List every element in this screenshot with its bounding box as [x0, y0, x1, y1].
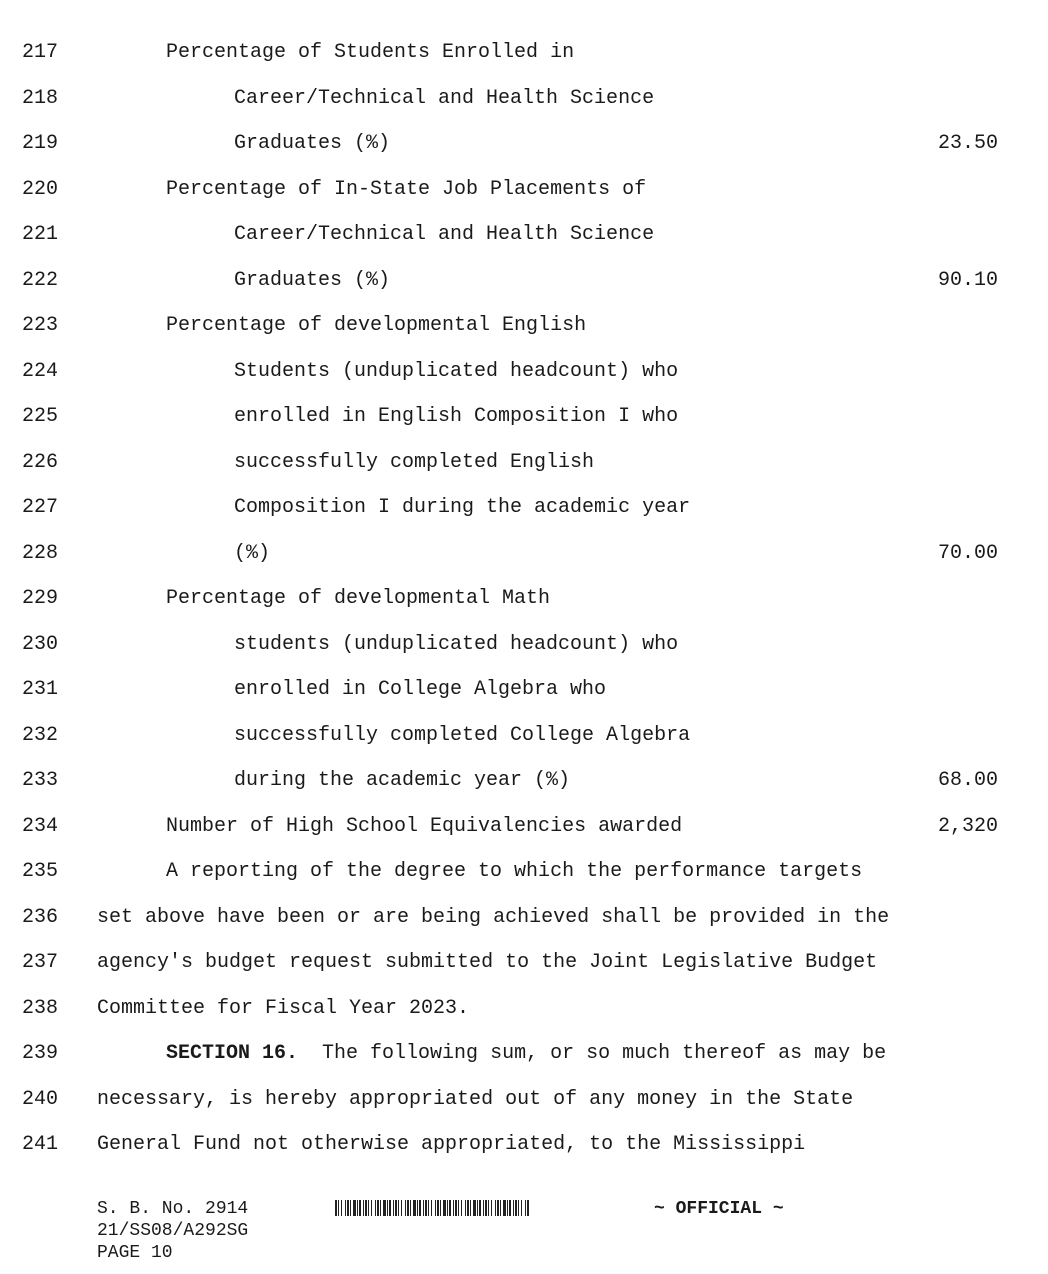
line-number: 233: [22, 769, 59, 792]
target-value: 90.10: [937, 268, 998, 292]
barcode-icon: [335, 1200, 529, 1216]
section-heading: SECTION 16.: [166, 1042, 299, 1065]
line-number: 221: [22, 223, 59, 246]
document-line: [0, 38, 1048, 68]
document-line: [0, 766, 1048, 796]
document-line: [0, 448, 1048, 478]
line-text: Graduates (%): [234, 132, 391, 155]
document-line: [0, 493, 1048, 523]
page-footer: [97, 1198, 997, 1268]
line-text: [166, 1039, 886, 1069]
line-number: 228: [22, 541, 59, 565]
line-text: A reporting of the degree to which the performance targets: [166, 860, 863, 883]
document-line: [0, 220, 1048, 250]
line-text: enrolled in College Algebra who: [234, 678, 607, 701]
line-number: 222: [22, 268, 59, 292]
line-number: 239: [22, 1042, 59, 1065]
line-text: agency's budget request submitted to the Joint Legislative Budget: [97, 951, 878, 974]
line-number: 229: [22, 587, 59, 610]
document-line: [0, 311, 1048, 341]
line-number: 235: [22, 860, 59, 883]
target-value: 23.50: [937, 132, 998, 155]
line-text: Percentage of Students Enrolled in: [166, 41, 575, 64]
line-number: 227: [22, 496, 59, 519]
line-text: Number of High School Equivalencies awarded: [166, 814, 683, 838]
document-line: [0, 584, 1048, 614]
line-number: 238: [22, 996, 59, 1020]
document-line: [0, 721, 1048, 751]
line-text: students (unduplicated headcount) who: [234, 632, 679, 656]
line-number: 236: [22, 905, 59, 929]
line-number: 219: [22, 132, 59, 155]
line-number: 218: [22, 86, 59, 110]
document-line: [0, 675, 1048, 705]
target-value: 70.00: [937, 541, 998, 565]
document-line: [0, 175, 1048, 205]
document-line: [0, 129, 1048, 159]
line-number: 226: [22, 450, 59, 474]
line-text: set above have been or are being achieved shall be provided in the: [97, 905, 890, 929]
line-number: 232: [22, 723, 59, 747]
line-text: Committee for Fiscal Year 2023.: [97, 996, 470, 1020]
document-line: [0, 948, 1048, 978]
line-number: 230: [22, 632, 59, 656]
target-value: 2,320: [937, 814, 998, 838]
line-text: successfully completed College Algebra: [234, 723, 691, 747]
line-text: Career/Technical and Health Science: [234, 223, 655, 246]
document-line: [0, 402, 1048, 432]
document-line: [0, 357, 1048, 387]
line-number: 225: [22, 405, 59, 428]
line-number: 234: [22, 814, 59, 838]
bill-number: S. B. No. 2914: [97, 1199, 249, 1219]
bill-code: 21/SS08/A292SG: [97, 1221, 249, 1241]
line-text: necessary, is hereby appropriated out of any money in the State: [97, 1087, 854, 1111]
line-text: during the academic year (%): [234, 769, 571, 792]
line-number: 241: [22, 1133, 59, 1156]
line-text-rest: The following sum, or so much thereof as may be: [298, 1042, 887, 1065]
line-text: Percentage of developmental English: [166, 314, 587, 337]
document-line: [0, 1085, 1048, 1115]
line-text: successfully completed English: [234, 450, 595, 474]
document-line: [0, 84, 1048, 114]
line-number: 240: [22, 1087, 59, 1111]
document-line: [0, 994, 1048, 1024]
official-label: ~ OFFICIAL ~: [654, 1199, 784, 1219]
document-line: [0, 539, 1048, 569]
line-text: Percentage of developmental Math: [166, 587, 551, 610]
line-text: (%): [234, 541, 271, 565]
document-line: [0, 1039, 1048, 1069]
line-text: Percentage of In-State Job Placements of: [166, 177, 647, 201]
line-number: 223: [22, 314, 59, 337]
line-number: 224: [22, 359, 59, 383]
line-number: 231: [22, 678, 59, 701]
document-line: [0, 812, 1048, 842]
line-number: 237: [22, 951, 59, 974]
line-text: enrolled in English Composition I who: [234, 405, 679, 428]
document-line: [0, 1130, 1048, 1160]
document-line: [0, 630, 1048, 660]
line-text: Career/Technical and Health Science: [234, 86, 655, 110]
line-text: General Fund not otherwise appropriated, to the Mississippi: [97, 1133, 806, 1156]
line-text: Students (unduplicated headcount) who: [234, 359, 679, 383]
page-number: PAGE 10: [97, 1243, 173, 1263]
document-line: [0, 903, 1048, 933]
target-value: 68.00: [937, 769, 998, 792]
line-text: Graduates (%): [234, 268, 391, 292]
document-line: [0, 266, 1048, 296]
document-line: [0, 857, 1048, 887]
line-number: 217: [22, 41, 59, 64]
line-number: 220: [22, 177, 59, 201]
line-text: Composition I during the academic year: [234, 496, 691, 519]
